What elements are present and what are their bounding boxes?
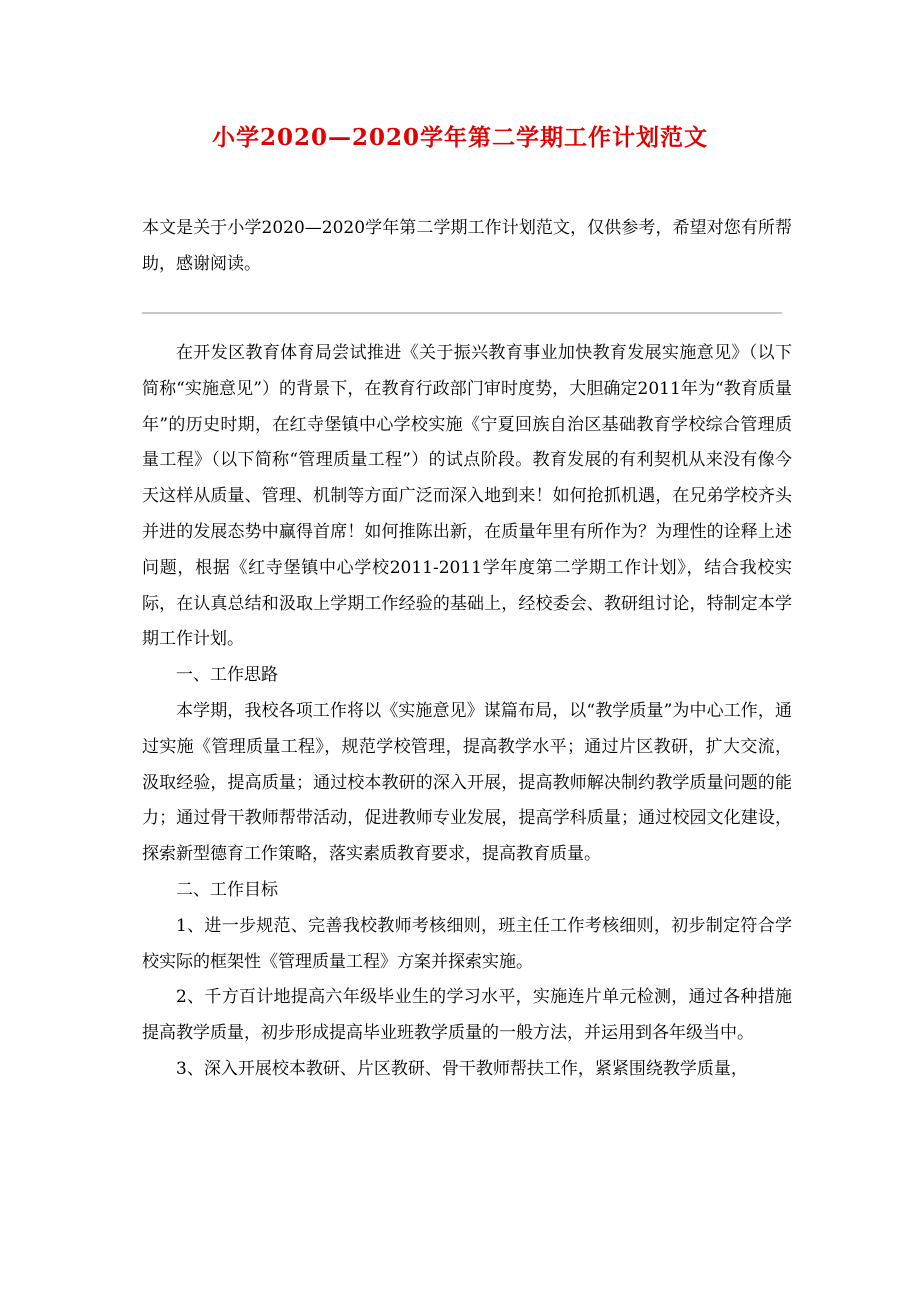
section-divider — [142, 312, 782, 314]
document-body — [142, 336, 792, 1088]
heading-work-approach: 一、工作思路 — [176, 665, 278, 686]
paragraph-background: 在开发区教育体育局尝试推进《关于振兴教育事业加快教育发展实施意见》（以下简称“实施意见”）的背景下，在教育行政部门审时度势，大胆确定2011年为“教育质量年”的历史时期，在红寺堡镇中心学校实施《宁夏回族自治区基础教育学校综合管理质量工程》（以下简称“管理质量工程”）的试点阶段。教育发展的有利契机从来没有像今天这样从质量、管理、机制等方面广泛而深入地到来！如何抢抓机遇，在兄弟学校齐头并进的发展态势中赢得首席！如何推陈出新，在质量年里有所作为？为理性的诠释上述问题，根据《红寺堡镇中心学校2011-2011学年度第二学期工作计划》，结合我校实际，在认真总结和汲取上学期工作经验的基础上，经校委会、教研组讨论，特制定本学期工作计划。 — [142, 343, 792, 650]
paragraph-goal-3: 3、深入开展校本教研、片区教研、骨干教师帮扶工作，紧紧围绕教学质量， — [176, 1058, 748, 1079]
paragraph-goal-2: 2、千方百计地提高六年级毕业生的学习水平，实施连片单元检测，通过各种措施提高教学质量，初步形成提高毕业班教学质量的一般方法，并运用到各年级当中。 — [142, 987, 792, 1044]
paragraph-goal-1: 1、进一步规范、完善我校教师考核细则，班主任工作考核细则，初步制定符合学校实际的框架性《管理质量工程》方案并探索实施。 — [142, 915, 792, 972]
document-title: 小学2020—2020学年第二学期工作计划范文 — [211, 124, 709, 151]
paragraph-work-approach: 本学期，我校各项工作将以《实施意见》谋篇布局，以“教学质量”为中心工作，通过实施《管理质量工程》，规范学校管理，提高教学水平；通过片区教研，扩大交流，汲取经验，提高质量；通过校本教研的深入开展，提高教师解决制约教学质量问题的能力；通过骨干教师帮带活动，促进教师专业发展，提高学科质量；通过校园文化建设，探索新型德育工作策略，落实素质教育要求，提高教育质量。 — [142, 700, 792, 865]
intro-text: 本文是关于小学2020—2020学年第二学期工作计划范文，仅供参考，希望对您有所帮助，感谢阅读。 — [142, 218, 792, 274]
heading-work-goals: 二、工作目标 — [176, 879, 278, 900]
